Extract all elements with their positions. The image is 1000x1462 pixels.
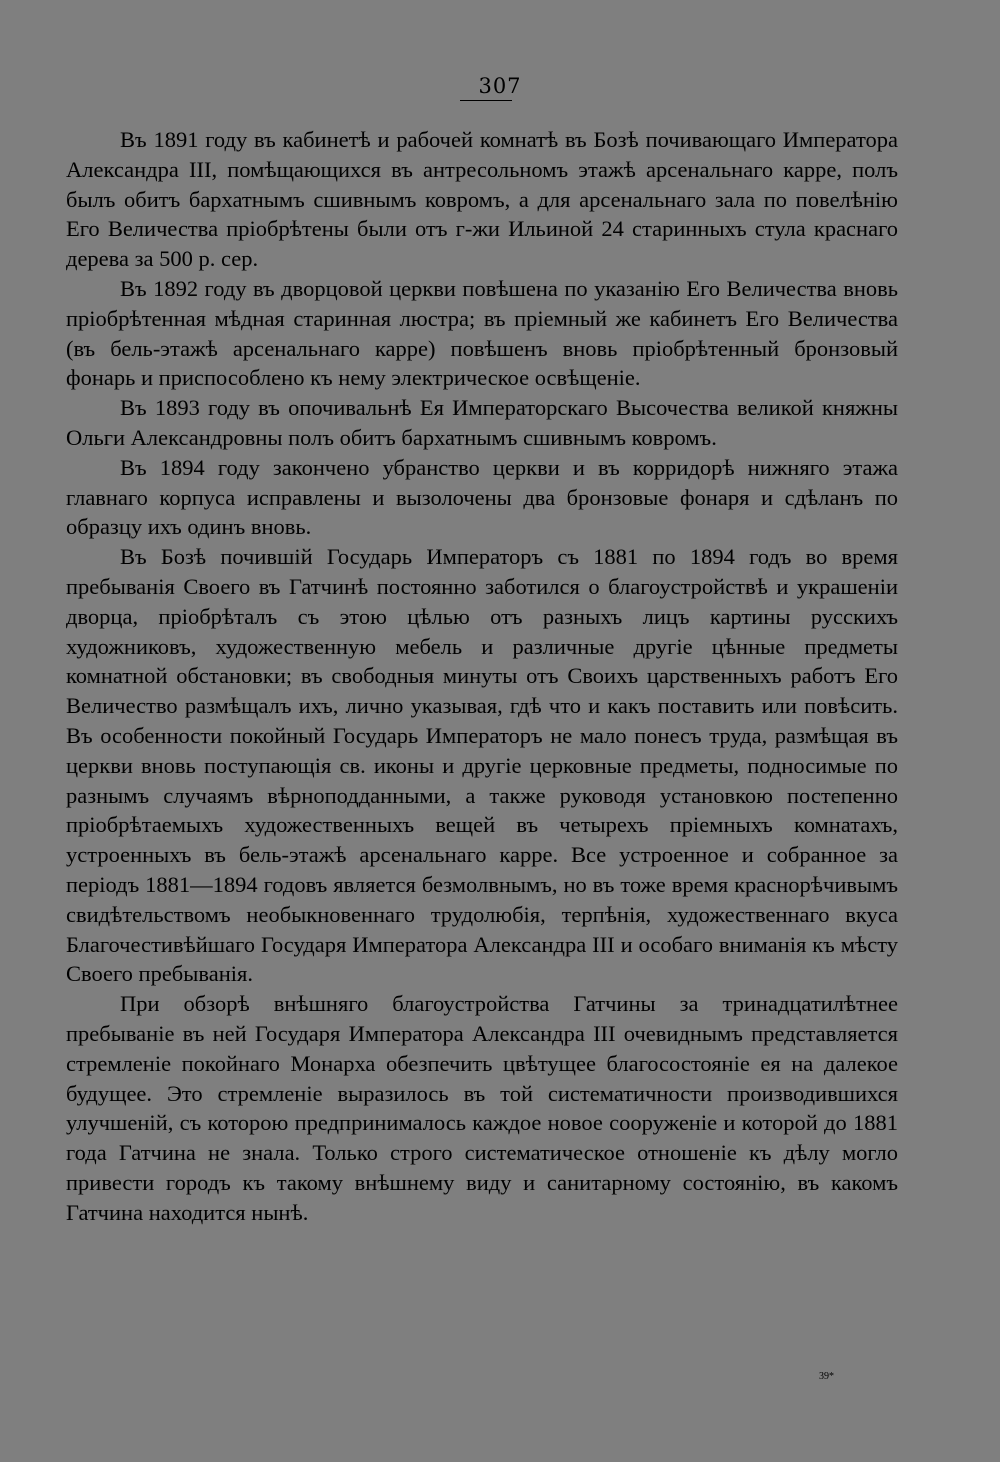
paragraph-1892: Въ 1892 году въ дворцовой церкви повѣшена по указанію Его Величества вновь пріобрѣтенная мѣдная старинная люстра; въ пріемный же кабинетъ Его Величества (въ бель-этажѣ арсенальнаго карре) повѣшенъ вновь пріобрѣтенный бронзовый фонарь и приспособлено къ нему электрическое освѣщеніе. <box>66 275 898 391</box>
page-number-underline <box>460 100 512 101</box>
paragraph-1891: Въ 1891 году въ кабинетѣ и рабочей комнатѣ въ Бозѣ почивающаго Императора Александра III, помѣщающихся въ антресольномъ этажѣ арсенальнаго карре, полъ былъ обитъ бархатнымъ сшивнымъ ковромъ, а для арсенальнаго зала по повелѣнію Его Величества пріобрѣтены были отъ г-жи Ильиной 24 старинныхъ стула краснаго дерева за 500 р. сер. <box>66 127 898 272</box>
paragraph-1894: Въ 1894 году закончено убранство церкви и въ корридорѣ нижняго этажа главнаго корпуса исправлены и вызолочены два бронзовые фонаря и сдѣланъ по образцу ихъ одинъ вновь. <box>66 454 898 540</box>
paragraph-1893: Въ 1893 году въ опочивальнѣ Ея Императорскаго Высочества великой княжны Ольги Александровны полъ обитъ бархатнымъ сшивнымъ ковромъ. <box>66 395 898 450</box>
paragraph-emperor-care: Въ Бозѣ почившій Государь Императоръ съ 1881 по 1894 годъ во время пребыванія Своего въ Гатчинѣ постоянно заботился о благоустройствѣ и украшеніи дворца, пріобрѣталъ съ этою цѣлью отъ разныхъ лицъ картины русскихъ художниковъ, художественную мебель и различные другіе цѣнные предметы комнатной обстановки; въ свободныя минуты отъ Своихъ царственныхъ работъ Его Величество размѣщалъ ихъ, лично указывая, гдѣ что и какъ поставить или повѣсить. Въ особенности покойный Государь Императоръ не мало понесъ труда, размѣщая въ церкви вновь поступающія св. иконы и другіе церковные предметы, подносимые по разнымъ случаямъ вѣрноподданными, а также руководя установкою постепенно пріобрѣтаемыхъ художественныхъ вещей въ четырехъ пріемныхъ комнатахъ, устроенныхъ въ бель-этажѣ арсенальнаго карре. Все устроенное и собранное за періодъ 1881—1894 годовъ является безмолвнымъ, но въ тоже время краснорѣчивымъ свидѣтельствомъ необыкновеннаго трудолюбія, терпѣнія, художественнаго вкуса Благочестивѣйшаго Государя Императора Александра III и особаго вниманія къ мѣсту Своего пребыванія. <box>66 544 898 987</box>
body-text <box>66 125 898 1227</box>
page-number: 307 <box>478 74 522 98</box>
paragraph-external-improvement: При обзорѣ внѣшняго благоустройства Гатчины за тринадцатилѣтнее пребываніе въ ней Государя Императора Александра III очевиднымъ представляется стремленіе покойнаго Монарха обезпечить цвѣтущее благосостояніе ея на далекое будущее. Это стремленіе выразилось въ той систематичности производившихся улучшеній, съ которою предпринималось каждое новое сооруженіе и которой до 1881 года Гатчина не знала. Только строго систематическое отношеніе къ дѣлу могло привести городъ къ такому внѣшнему виду и санитарному состоянію, въ какомъ Гатчина находится нынѣ. <box>66 991 898 1225</box>
printers-signature-mark: 39* <box>819 1371 834 1382</box>
